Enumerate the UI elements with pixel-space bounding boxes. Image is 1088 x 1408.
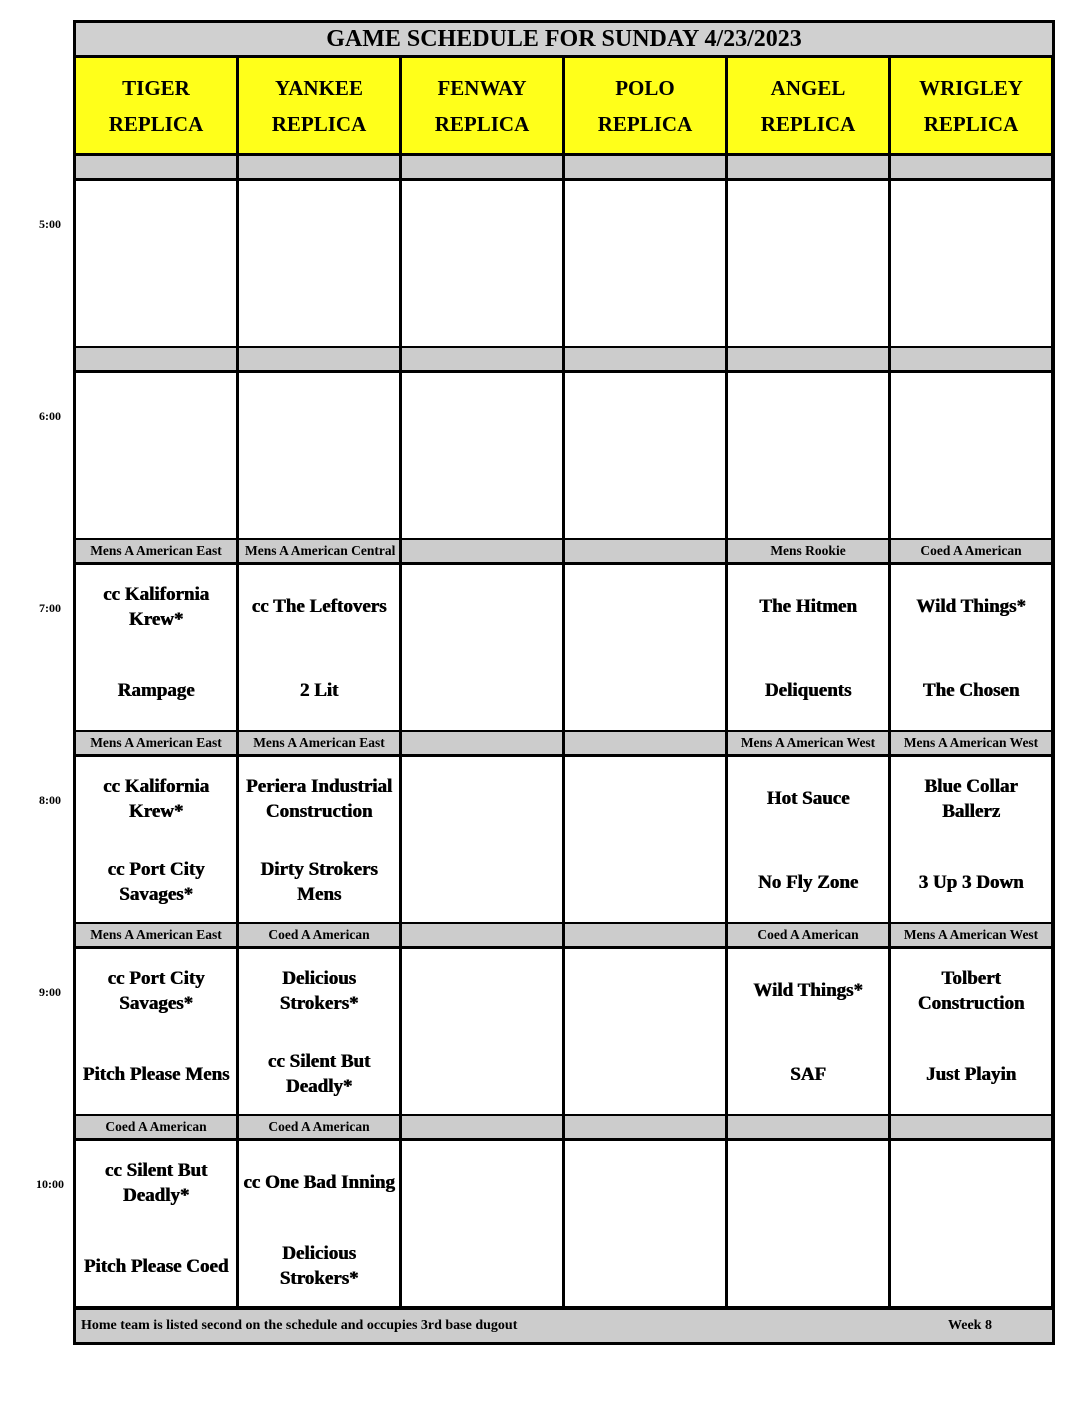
home-team: Deliquents xyxy=(764,679,852,701)
field-subtitle: REPLICA xyxy=(760,111,856,136)
game-cell xyxy=(402,757,562,922)
field-name: POLO xyxy=(615,75,675,100)
game-cell xyxy=(891,181,1051,346)
footer-note: Home team is listed second on the schedule and occupies 3rd base dugout xyxy=(81,1318,518,1333)
game-cell xyxy=(728,181,888,346)
game-cell xyxy=(239,949,399,1114)
division-label: Coed A American xyxy=(728,924,888,946)
game-cell xyxy=(239,1141,399,1306)
division-label: Coed A American xyxy=(891,540,1051,562)
division-band xyxy=(728,348,888,370)
division-band xyxy=(565,732,725,754)
field-name: ANGEL xyxy=(770,75,846,100)
game-cell xyxy=(565,757,725,922)
division-label: Mens A American East xyxy=(76,924,236,946)
time-label: 9:00 xyxy=(39,985,61,999)
game-cell xyxy=(402,949,562,1114)
time-label: 6:00 xyxy=(39,409,61,423)
home-team: Pitch Please Mens xyxy=(82,1063,230,1085)
home-team: The Chosen xyxy=(922,679,1020,701)
division-label: Mens A American Central xyxy=(239,540,399,562)
division-band xyxy=(891,1116,1051,1138)
division-band xyxy=(728,1116,888,1138)
away-team: Blue Collar Ballerz xyxy=(924,775,1018,822)
division-band xyxy=(565,1116,725,1138)
away-team: cc Silent But Deadly* xyxy=(104,1159,208,1206)
game-cell xyxy=(891,949,1051,1114)
division-band xyxy=(239,348,399,370)
field-header-fenway xyxy=(402,58,562,153)
away-team: Hot Sauce xyxy=(766,788,850,809)
game-cell xyxy=(891,757,1051,922)
game-cell xyxy=(402,1141,562,1306)
field-name: FENWAY xyxy=(437,75,527,100)
game-cell xyxy=(565,373,725,538)
home-team: SAF xyxy=(790,1063,826,1085)
game-cell xyxy=(239,565,399,730)
division-label: Mens Rookie xyxy=(728,540,888,562)
game-cell xyxy=(565,181,725,346)
game-cell xyxy=(239,181,399,346)
home-team: Rampage xyxy=(117,679,195,701)
field-subtitle: REPLICA xyxy=(923,111,1019,136)
division-band xyxy=(565,156,725,178)
field-header-polo xyxy=(565,58,725,153)
field-header-wrigley xyxy=(891,58,1051,153)
home-team: cc Port City Savages* xyxy=(107,859,205,905)
game-cell xyxy=(76,1141,236,1306)
field-header-tiger xyxy=(76,58,236,153)
division-band xyxy=(402,1116,562,1138)
division-band xyxy=(891,348,1051,370)
away-team: Tolbert Construction xyxy=(917,967,1025,1014)
division-label: Coed A American xyxy=(76,1116,236,1138)
page-title xyxy=(76,23,1052,55)
game-cell xyxy=(76,181,236,346)
division-band xyxy=(402,348,562,370)
division-band xyxy=(76,348,236,370)
division-band xyxy=(891,156,1051,178)
home-team: Just Playin xyxy=(925,1063,1017,1085)
away-team: cc Kalifornia Krew* xyxy=(102,775,210,822)
game-cell xyxy=(728,373,888,538)
field-name: TIGER xyxy=(122,75,190,100)
home-team: cc Silent But Deadly* xyxy=(267,1051,371,1097)
division-label: Mens A American East xyxy=(76,540,236,562)
field-name: WRIGLEY xyxy=(919,75,1023,100)
field-header-yankee xyxy=(239,58,399,153)
field-header-angel xyxy=(728,58,888,153)
footer xyxy=(76,1310,1052,1342)
away-team: cc One Bad Inning xyxy=(243,1172,395,1193)
away-team: The Hitmen xyxy=(759,596,857,617)
away-team: Delicious Strokers* xyxy=(279,967,359,1014)
division-band xyxy=(239,156,399,178)
home-team: 3 Up 3 Down xyxy=(918,871,1024,893)
time-label: 8:00 xyxy=(39,793,61,807)
time-label: 7:00 xyxy=(39,601,61,615)
away-team: cc Port City Savages* xyxy=(107,967,205,1014)
game-cell xyxy=(239,373,399,538)
home-team: Delicious Strokers* xyxy=(279,1243,359,1289)
game-cell xyxy=(402,181,562,346)
division-band xyxy=(402,540,562,562)
division-label: Coed A American xyxy=(239,1116,399,1138)
game-cell xyxy=(728,1141,888,1306)
game-cell xyxy=(565,1141,725,1306)
game-cell xyxy=(76,757,236,922)
footer-week: Week 8 xyxy=(948,1318,992,1333)
field-subtitle: REPLICA xyxy=(108,111,204,136)
time-label: 10:00 xyxy=(36,1177,64,1191)
game-cell xyxy=(728,757,888,922)
game-cell xyxy=(565,565,725,730)
game-cell xyxy=(565,949,725,1114)
time-label: 5:00 xyxy=(39,217,61,231)
home-team: No Fly Zone xyxy=(757,871,859,893)
field-name: YANKEE xyxy=(275,75,363,100)
division-label: Mens A American East xyxy=(76,732,236,754)
game-cell xyxy=(76,949,236,1114)
division-band xyxy=(565,540,725,562)
home-team: Dirty Strokers Mens xyxy=(260,859,378,905)
division-band xyxy=(565,348,725,370)
field-subtitle: REPLICA xyxy=(271,111,367,136)
division-label: Mens A American West xyxy=(891,924,1051,946)
game-cell xyxy=(728,565,888,730)
field-subtitle: REPLICA xyxy=(597,111,693,136)
away-team: cc The Leftovers xyxy=(251,596,387,617)
game-cell xyxy=(402,565,562,730)
division-label: Mens A American West xyxy=(891,732,1051,754)
schedule-table xyxy=(73,20,1055,1345)
field-subtitle: REPLICA xyxy=(434,111,530,136)
division-band xyxy=(728,156,888,178)
away-team: Wild Things* xyxy=(753,980,863,1001)
division-band xyxy=(565,924,725,946)
away-team: Periera Industrial Construction xyxy=(245,775,393,822)
game-cell xyxy=(76,565,236,730)
division-band xyxy=(402,732,562,754)
game-cell xyxy=(728,949,888,1114)
game-cell xyxy=(239,757,399,922)
division-band xyxy=(402,156,562,178)
home-team: 2 Lit xyxy=(299,679,339,701)
game-cell xyxy=(891,373,1051,538)
game-cell xyxy=(402,373,562,538)
division-band xyxy=(76,156,236,178)
away-team: Wild Things* xyxy=(916,596,1026,617)
game-cell xyxy=(76,373,236,538)
away-team: cc Kalifornia Krew* xyxy=(102,583,210,630)
division-label: Coed A American xyxy=(239,924,399,946)
division-label: Mens A American East xyxy=(239,732,399,754)
home-team: Pitch Please Coed xyxy=(83,1255,229,1277)
division-band xyxy=(402,924,562,946)
page-title-text: GAME SCHEDULE FOR SUNDAY 4/23/2023 xyxy=(326,25,802,52)
division-label: Mens A American West xyxy=(728,732,888,754)
game-cell xyxy=(891,565,1051,730)
game-cell xyxy=(891,1141,1051,1306)
